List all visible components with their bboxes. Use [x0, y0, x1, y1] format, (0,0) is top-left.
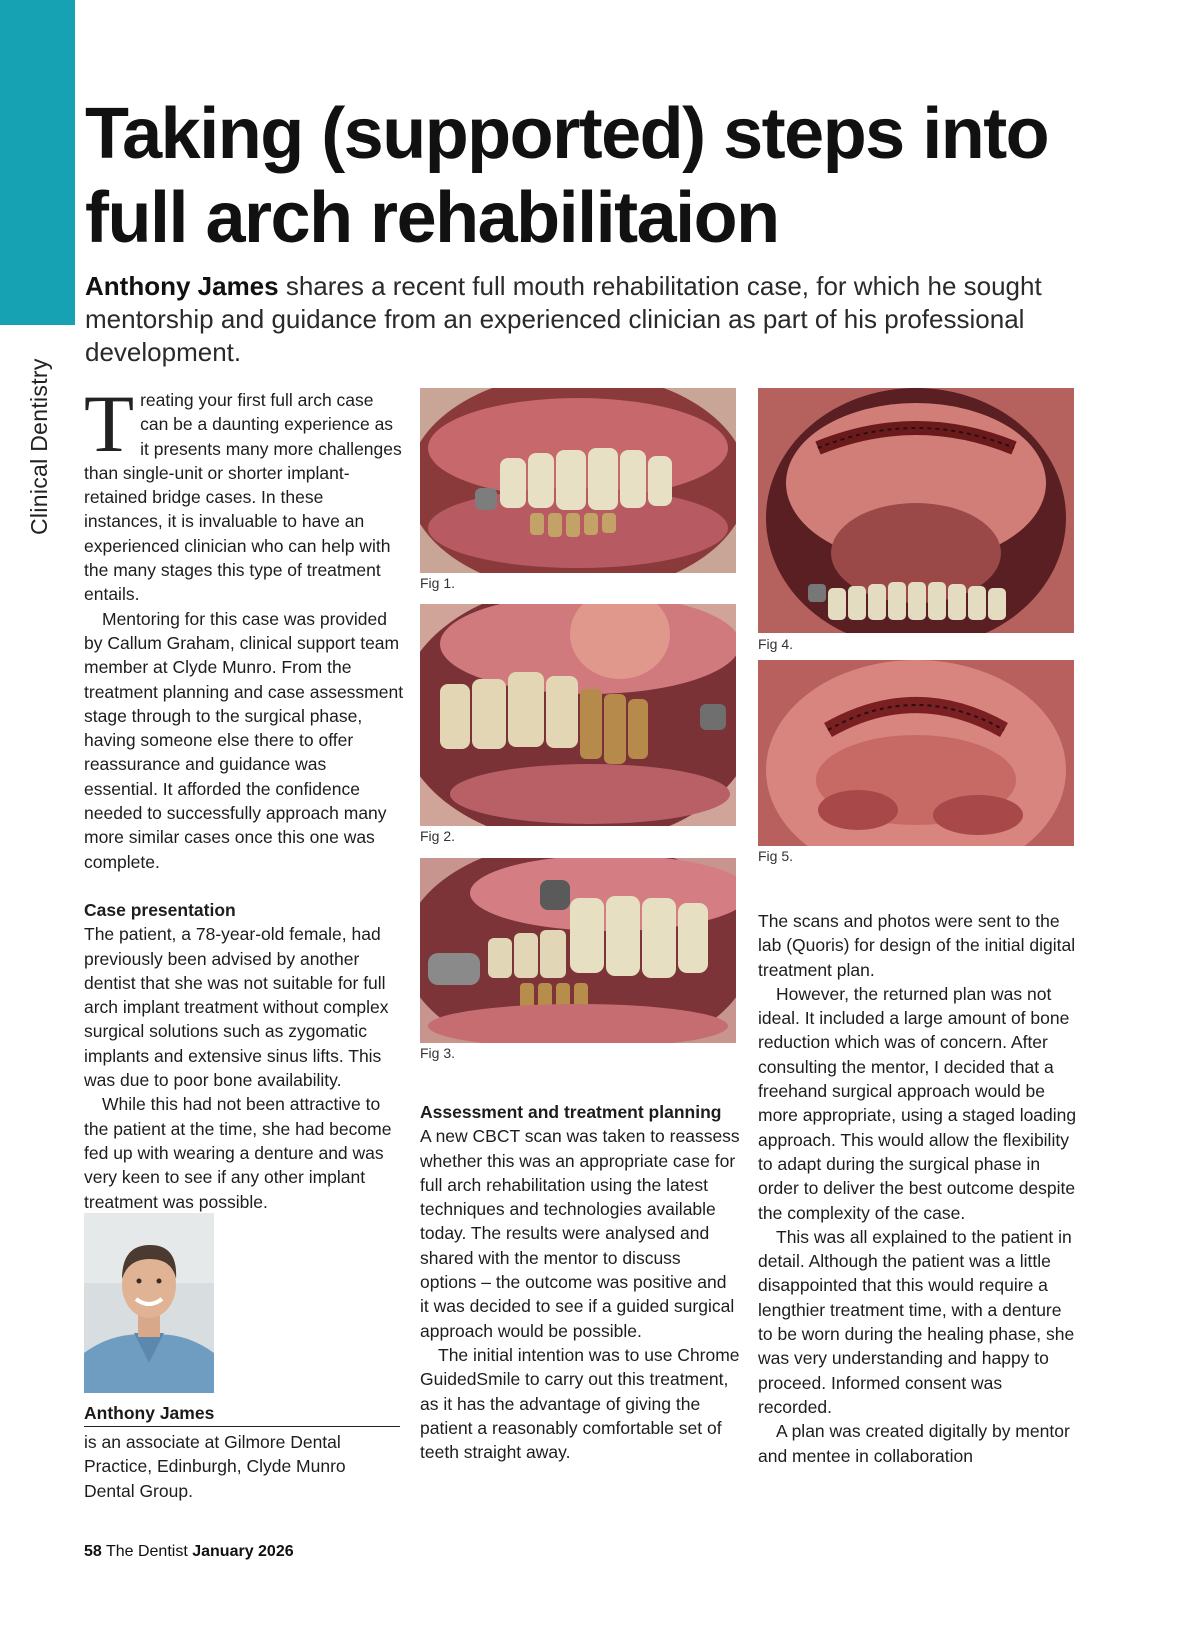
- figure-2-caption: Fig 2.: [420, 828, 456, 844]
- paragraph: The patient, a 78-year-old female, had previously been advised by another dentist that she was not suitable for full arch implant treatment without complex surgical solutions such as zygomatic implants and extensive sinus lifts. This was due to poor bone availability.: [84, 924, 389, 1091]
- figure-3-image: [420, 858, 736, 1043]
- author-name: Anthony James: [84, 1403, 400, 1427]
- page-number: 58: [84, 1543, 102, 1560]
- standfirst-author: Anthony James: [85, 271, 279, 301]
- paragraph: However, the returned plan was not ideal. It included a large amount of bone reduction which was of concern. After consulting the mentor, I decided that a freehand surgical approach would be more appropriate, using a staged loading approach. This would allow the flexibility to adapt during the surgical phase in order to deliver the best outcome despite the complexity of the case.: [758, 983, 1077, 1223]
- column-2: [420, 1100, 740, 1464]
- figure-2-image: [420, 604, 736, 826]
- figure-4-caption: Fig 4.: [758, 636, 794, 652]
- figure-3-caption: Fig 3.: [420, 1045, 456, 1061]
- paragraph: Mentoring for this case was provided by Callum Graham, clinical support team member at Clyde Munro. From the treatment planning and case assessment stage through to the surgical phase, having someone else there to offer reassurance and guidance was essential. It afforded the confidence needed to successfully approach many more similar cases once this one was complete.: [84, 608, 404, 872]
- section-color-bar: [0, 0, 75, 325]
- intro-paragraph: Treating your first full arch case can be a daunting experience as it presents many more challenges than single-unit or shorter implant-retained bridge cases. In these instances, it is invaluable to have an experienced clinician who can help with the many stages this type of treatment entails.: [84, 378, 402, 605]
- paragraph: The scans and photos were sent to the lab (Quoris) for design of the initial digital treatment plan.: [758, 911, 1076, 980]
- standfirst-text: shares a recent full mouth rehabilitation case, for which he sought mentorship and guidance from an experienced clinician as part of his professional development.: [85, 271, 1042, 367]
- standfirst: [85, 270, 1045, 369]
- page-footer: [84, 1543, 294, 1561]
- issue-date: January 2026: [192, 1543, 294, 1560]
- section-heading: Assessment and treatment planning: [420, 1102, 722, 1122]
- paragraph: While this had not been attractive to the patient at the time, she had become fed up with wearing a denture and was very keen to see if any other implant treatment was possible.: [84, 1094, 392, 1212]
- paragraph: A new CBCT scan was taken to reassess whether this was an appropriate case for full arch rehabilitation using the latest techniques and technologies available today. The results were analysed and shared with the mentor to discuss options – the outcome was positive and it was decided to see if a guided surgical approach would be possible.: [420, 1126, 740, 1341]
- column-3: [758, 909, 1078, 1468]
- figure-1-image: [420, 388, 736, 573]
- paragraph: The initial intention was to use Chrome GuidedSmile to carry out this treatment, as it has the advantage of giving the patient a reasonably comfortable set of teeth straight away.: [420, 1344, 740, 1463]
- column-1: [84, 378, 404, 1214]
- figure-5-image: [758, 660, 1074, 846]
- section-heading: Case presentation: [84, 899, 236, 920]
- paragraph: This was all explained to the patient in detail. Although the patient was a little disappointed that this would require a lengthier treatment time, with a denture to be worn during the healing phase, she was very understanding and happy to proceed. Informed consent was recorded.: [758, 1226, 1075, 1417]
- paragraph: A plan was created digitally by mentor and mentee in collaboration: [758, 1421, 1070, 1466]
- section-label: Clinical Dentistry: [26, 358, 52, 535]
- article-headline: Taking (supported) steps into full arch rehabilitaion: [85, 94, 1049, 258]
- figure-5-caption: Fig 5.: [758, 848, 794, 864]
- author-photo: [84, 1213, 214, 1393]
- drop-cap: T: [84, 378, 135, 469]
- figure-4-image: [758, 388, 1074, 633]
- figure-1-caption: Fig 1.: [420, 575, 456, 591]
- magazine-name: The Dentist: [105, 1543, 188, 1560]
- author-bio: is an associate at Gilmore Dental Practice, Edinburgh, Clyde Munro Dental Group.: [84, 1432, 346, 1501]
